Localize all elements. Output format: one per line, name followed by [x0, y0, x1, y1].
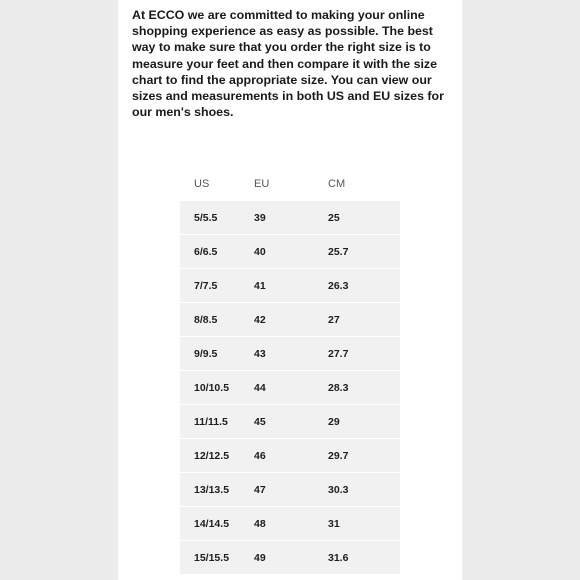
table-row [180, 438, 400, 472]
cm-size-cell: 31.6 [328, 540, 400, 574]
table-row [180, 302, 400, 336]
table-row [180, 506, 400, 540]
eu-size-cell: 47 [254, 472, 328, 506]
intro-paragraph: At ECCO we are committed to making your online shopping experience as easy as possible. The best way to make sure that you order the right size is to measure your feet and then compare it with the size chart to find the appropriate size. You can view our sizes and measurements in both US and EU sizes for our men's shoes. [132, 8, 444, 120]
us-size-cell: 14/14.5 [180, 506, 254, 540]
cm-size-cell: 29.7 [328, 438, 400, 472]
column-header-cm: CM [328, 168, 400, 200]
cm-size-cell: 28.3 [328, 370, 400, 404]
us-size-cell: 10/10.5 [180, 370, 254, 404]
us-size-cell: 9/9.5 [180, 336, 254, 370]
table-row [180, 234, 400, 268]
size-chart-table [180, 168, 400, 574]
us-size-cell: 15/15.5 [180, 540, 254, 574]
us-size-cell: 6/6.5 [180, 234, 254, 268]
table-header-row [180, 168, 400, 200]
eu-size-cell: 40 [254, 234, 328, 268]
table-row [180, 370, 400, 404]
table-row [180, 200, 400, 234]
eu-size-cell: 49 [254, 540, 328, 574]
cm-size-cell: 25.7 [328, 234, 400, 268]
eu-size-cell: 39 [254, 200, 328, 234]
us-size-cell: 12/12.5 [180, 438, 254, 472]
eu-size-cell: 48 [254, 506, 328, 540]
cm-size-cell: 30.3 [328, 472, 400, 506]
eu-size-cell: 42 [254, 302, 328, 336]
cm-size-cell: 27.7 [328, 336, 400, 370]
us-size-cell: 13/13.5 [180, 472, 254, 506]
cm-size-cell: 31 [328, 506, 400, 540]
us-size-cell: 7/7.5 [180, 268, 254, 302]
table-row [180, 336, 400, 370]
column-header-us: US [180, 168, 254, 200]
us-size-cell: 8/8.5 [180, 302, 254, 336]
cm-size-cell: 26.3 [328, 268, 400, 302]
cm-size-cell: 29 [328, 404, 400, 438]
us-size-cell: 11/11.5 [180, 404, 254, 438]
table-row [180, 268, 400, 302]
cm-size-cell: 27 [328, 302, 400, 336]
column-header-eu: EU [254, 168, 328, 200]
us-size-cell: 5/5.5 [180, 200, 254, 234]
table-row [180, 540, 400, 574]
size-guide-page [118, 0, 462, 580]
eu-size-cell: 45 [254, 404, 328, 438]
table-row [180, 404, 400, 438]
table-row [180, 472, 400, 506]
eu-size-cell: 46 [254, 438, 328, 472]
eu-size-cell: 44 [254, 370, 328, 404]
eu-size-cell: 43 [254, 336, 328, 370]
eu-size-cell: 41 [254, 268, 328, 302]
cm-size-cell: 25 [328, 200, 400, 234]
